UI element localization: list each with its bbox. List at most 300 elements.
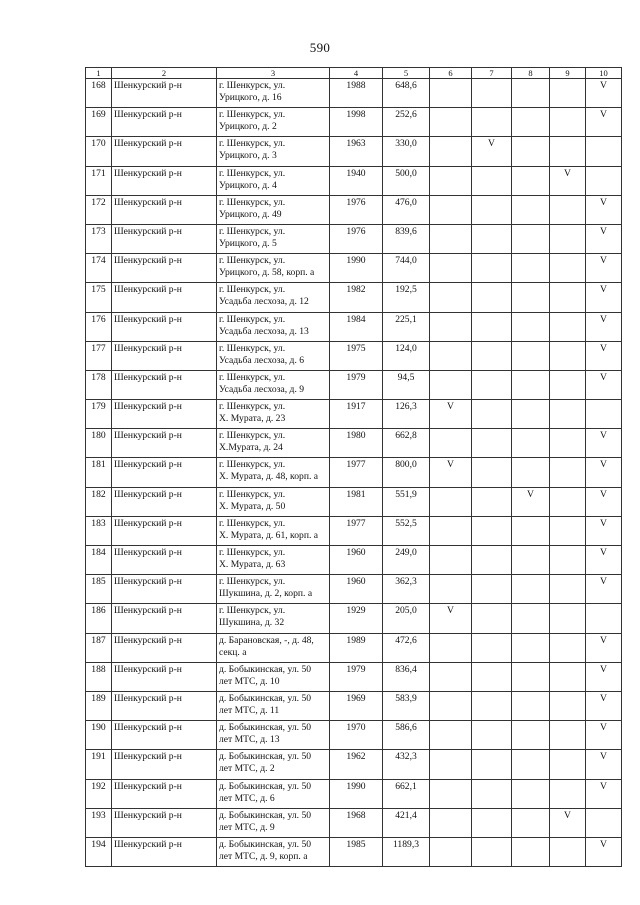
address-line: Усадьба лесхоза, д. 13: [219, 325, 309, 337]
mark-cell-col-10: V: [586, 108, 622, 137]
mark-cell-col-10: V: [586, 458, 622, 487]
row-number: 172: [86, 195, 112, 224]
mark-cell-col-9: [550, 429, 586, 458]
row-number: 187: [86, 633, 112, 662]
address-line: Х.Мурата, д. 24: [219, 442, 283, 454]
year-cell: 1985: [330, 837, 383, 866]
address-line: г. Шенкурск, ул.: [219, 196, 286, 208]
row-number: 170: [86, 137, 112, 166]
mark-cell-col-10: V: [586, 750, 622, 779]
mark-cell-col-10: V: [586, 79, 622, 108]
address-line: г. Шенкурск, ул.: [219, 517, 286, 529]
mark-cell-col-8: [512, 370, 550, 399]
region-cell: Шенкурский р-н: [112, 808, 217, 837]
mark-cell-col-10: [586, 808, 622, 837]
year-cell: 1976: [330, 195, 383, 224]
address-line: лет МТС, д. 2: [219, 763, 275, 775]
address-line: д. Бобыкинская, ул. 50: [219, 809, 312, 821]
mark-cell-col-8: [512, 458, 550, 487]
address-cell: [217, 195, 330, 224]
mark-cell-col-7: [472, 283, 512, 312]
address-line: г. Шенкурск, ул.: [219, 138, 286, 150]
mark-cell-col-9: [550, 370, 586, 399]
address-cell: [217, 808, 330, 837]
area-cell: 124,0: [383, 341, 430, 370]
area-cell: 362,3: [383, 575, 430, 604]
mark-cell-col-10: V: [586, 516, 622, 545]
mark-cell-col-8: [512, 837, 550, 866]
mark-cell-col-7: [472, 254, 512, 283]
table-row: [86, 400, 622, 429]
mark-cell-col-9: [550, 779, 586, 808]
area-cell: 249,0: [383, 546, 430, 575]
mark-cell-col-10: V: [586, 633, 622, 662]
address-line: лет МТС, д. 6: [219, 792, 275, 804]
mark-cell-col-8: [512, 312, 550, 341]
column-header: 2: [112, 68, 217, 79]
area-cell: 500,0: [383, 166, 430, 195]
mark-cell-col-7: [472, 108, 512, 137]
mark-cell-col-7: [472, 312, 512, 341]
area-cell: 432,3: [383, 750, 430, 779]
address-line: Урицкого, д. 16: [219, 92, 282, 103]
column-header: 1: [86, 68, 112, 79]
mark-cell-col-6: [430, 224, 472, 253]
address-line: лет МТС, д. 10: [219, 675, 280, 687]
address-cell: [217, 721, 330, 750]
mark-cell-col-9: [550, 691, 586, 720]
address-cell: [217, 400, 330, 429]
table-row: [86, 458, 622, 487]
mark-cell-col-9: [550, 837, 586, 866]
address-line: Урицкого, д. 49: [219, 208, 282, 220]
area-cell: 126,3: [383, 400, 430, 429]
table-row: [86, 808, 622, 837]
area-cell: 252,6: [383, 108, 430, 137]
area-cell: 662,1: [383, 779, 430, 808]
address-line: г. Шенкурск, ул.: [219, 371, 286, 383]
address-line: лет МТС, д. 13: [219, 734, 280, 746]
mark-cell-col-6: [430, 546, 472, 575]
address-line: г. Шенкурск, ул.: [219, 459, 286, 471]
mark-cell-col-7: [472, 458, 512, 487]
mark-cell-col-7: [472, 487, 512, 516]
address-line: г. Шенкурск, ул.: [219, 313, 286, 325]
address-cell: [217, 341, 330, 370]
address-line: д. Бобыкинская, ул. 50: [219, 692, 312, 704]
region-cell: Шенкурский р-н: [112, 429, 217, 458]
column-header: 8: [512, 68, 550, 79]
year-cell: 1929: [330, 604, 383, 633]
region-cell: Шенкурский р-н: [112, 633, 217, 662]
row-number: 193: [86, 808, 112, 837]
row-number: 177: [86, 341, 112, 370]
region-cell: Шенкурский р-н: [112, 137, 217, 166]
table-body: [86, 79, 622, 867]
row-number: 192: [86, 779, 112, 808]
mark-cell-col-8: [512, 721, 550, 750]
mark-cell-col-9: V: [550, 808, 586, 837]
area-cell: 662,8: [383, 429, 430, 458]
mark-cell-col-6: V: [430, 458, 472, 487]
address-line: г. Шенкурск, ул.: [219, 576, 286, 588]
mark-cell-col-8: [512, 516, 550, 545]
region-cell: Шенкурский р-н: [112, 779, 217, 808]
address-line: г. Шенкурск, ул.: [219, 342, 286, 354]
address-cell: [217, 546, 330, 575]
mark-cell-col-7: [472, 779, 512, 808]
address-cell: [217, 312, 330, 341]
region-cell: Шенкурский р-н: [112, 516, 217, 545]
mark-cell-col-7: [472, 224, 512, 253]
region-cell: Шенкурский р-н: [112, 341, 217, 370]
mark-cell-col-7: [472, 808, 512, 837]
area-cell: 1189,3: [383, 837, 430, 866]
row-number: 188: [86, 662, 112, 691]
mark-cell-col-9: [550, 108, 586, 137]
area-cell: 836,4: [383, 662, 430, 691]
mark-cell-col-7: [472, 837, 512, 866]
mark-cell-col-9: [550, 458, 586, 487]
region-cell: Шенкурский р-н: [112, 370, 217, 399]
row-number: 176: [86, 312, 112, 341]
area-cell: 225,1: [383, 312, 430, 341]
address-line: д. Бобыкинская, ул. 50: [219, 838, 312, 850]
area-cell: 551,9: [383, 487, 430, 516]
area-cell: 586,6: [383, 721, 430, 750]
mark-cell-col-8: [512, 341, 550, 370]
address-line: Усадьба лесхоза, д. 6: [219, 354, 305, 366]
address-line: Усадьба лесхоза, д. 12: [219, 296, 309, 308]
mark-cell-col-10: [586, 400, 622, 429]
mark-cell-col-9: [550, 254, 586, 283]
mark-cell-col-9: [550, 224, 586, 253]
year-cell: 1981: [330, 487, 383, 516]
year-cell: 1980: [330, 429, 383, 458]
region-cell: Шенкурский р-н: [112, 575, 217, 604]
mark-cell-col-7: V: [472, 137, 512, 166]
area-cell: 472,6: [383, 633, 430, 662]
year-cell: 1989: [330, 633, 383, 662]
address-line: Х. Мурата, д. 63: [219, 559, 286, 570]
address-line: секц. а: [219, 646, 247, 658]
region-cell: Шенкурский р-н: [112, 283, 217, 312]
table-row: [86, 779, 622, 808]
address-cell: [217, 575, 330, 604]
mark-cell-col-7: [472, 195, 512, 224]
address-line: д. Бобыкинская, ул. 50: [219, 780, 312, 792]
table-row: [86, 195, 622, 224]
address-cell: [217, 224, 330, 253]
address-cell: [217, 166, 330, 195]
region-cell: Шенкурский р-н: [112, 224, 217, 253]
year-cell: 1998: [330, 108, 383, 137]
address-line: Шукшина, д. 32: [219, 617, 285, 629]
table-row: [86, 108, 622, 137]
address-line: Урицкого, д. 58, корп. а: [219, 267, 315, 279]
page-number: 590: [309, 40, 331, 55]
mark-cell-col-7: [472, 662, 512, 691]
mark-cell-col-6: [430, 166, 472, 195]
row-number: 182: [86, 487, 112, 516]
region-cell: Шенкурский р-н: [112, 546, 217, 575]
mark-cell-col-6: [430, 779, 472, 808]
mark-cell-col-10: V: [586, 312, 622, 341]
mark-cell-col-8: [512, 429, 550, 458]
address-cell: [217, 137, 330, 166]
mark-cell-col-6: [430, 516, 472, 545]
mark-cell-col-7: [472, 166, 512, 195]
year-cell: 1979: [330, 662, 383, 691]
row-number: 190: [86, 721, 112, 750]
mark-cell-col-10: V: [586, 195, 622, 224]
table-row: [86, 166, 622, 195]
column-header: 10: [586, 68, 622, 79]
address-cell: [217, 779, 330, 808]
mark-cell-col-9: [550, 341, 586, 370]
mark-cell-col-6: [430, 370, 472, 399]
table-row: [86, 575, 622, 604]
table-row: [86, 429, 622, 458]
region-cell: Шенкурский р-н: [112, 254, 217, 283]
mark-cell-col-8: [512, 633, 550, 662]
table-row: [86, 224, 622, 253]
address-cell: [217, 604, 330, 633]
mark-cell-col-6: [430, 837, 472, 866]
mark-cell-col-7: [472, 691, 512, 720]
mark-cell-col-7: [472, 341, 512, 370]
address-line: г. Шенкурск, ул.: [219, 167, 286, 179]
mark-cell-col-9: [550, 137, 586, 166]
mark-cell-col-7: [472, 604, 512, 633]
region-cell: Шенкурский р-н: [112, 458, 217, 487]
row-number: 183: [86, 516, 112, 545]
column-header: 3: [217, 68, 330, 79]
mark-cell-col-8: [512, 400, 550, 429]
mark-cell-col-9: [550, 312, 586, 341]
mark-cell-col-8: [512, 137, 550, 166]
mark-cell-col-8: [512, 254, 550, 283]
address-line: г. Шенкурск, ул.: [219, 284, 286, 296]
region-cell: Шенкурский р-н: [112, 195, 217, 224]
mark-cell-col-6: [430, 79, 472, 108]
mark-cell-col-6: [430, 341, 472, 370]
row-number: 168: [86, 79, 112, 108]
column-header: 4: [330, 68, 383, 79]
mark-cell-col-6: [430, 283, 472, 312]
area-cell: 205,0: [383, 604, 430, 633]
mark-cell-col-10: V: [586, 224, 622, 253]
mark-cell-col-10: V: [586, 254, 622, 283]
column-header: 7: [472, 68, 512, 79]
region-cell: Шенкурский р-н: [112, 691, 217, 720]
area-cell: 192,5: [383, 283, 430, 312]
mark-cell-col-10: V: [586, 837, 622, 866]
area-cell: 800,0: [383, 458, 430, 487]
year-cell: 1968: [330, 808, 383, 837]
address-line: Х. Мурата, д. 61, корп. а: [219, 529, 319, 541]
mark-cell-col-8: [512, 808, 550, 837]
region-cell: Шенкурский р-н: [112, 750, 217, 779]
address-cell: [217, 254, 330, 283]
mark-cell-col-8: [512, 224, 550, 253]
address-cell: [217, 370, 330, 399]
address-line: г. Шенкурск, ул.: [219, 225, 286, 237]
mark-cell-col-6: [430, 691, 472, 720]
address-cell: [217, 691, 330, 720]
address-line: Шукшина, д. 2, корп. а: [219, 588, 313, 600]
year-cell: 1969: [330, 691, 383, 720]
column-header: 6: [430, 68, 472, 79]
mark-cell-col-7: [472, 400, 512, 429]
address-cell: [217, 458, 330, 487]
table-row: [86, 254, 622, 283]
address-cell: [217, 283, 330, 312]
mark-cell-col-6: [430, 750, 472, 779]
row-number: 178: [86, 370, 112, 399]
address-cell: [217, 79, 330, 108]
mark-cell-col-6: [430, 195, 472, 224]
region-cell: Шенкурский р-н: [112, 79, 217, 108]
mark-cell-col-8: [512, 691, 550, 720]
mark-cell-col-7: [472, 79, 512, 108]
table-row: [86, 341, 622, 370]
address-line: лет МТС, д. 11: [219, 704, 280, 716]
address-cell: [217, 429, 330, 458]
mark-cell-col-8: [512, 779, 550, 808]
address-cell: [217, 108, 330, 137]
row-number: 180: [86, 429, 112, 458]
mark-cell-col-9: [550, 721, 586, 750]
year-cell: 1917: [330, 400, 383, 429]
row-number: 186: [86, 604, 112, 633]
mark-cell-col-10: V: [586, 779, 622, 808]
mark-cell-col-6: [430, 254, 472, 283]
mark-cell-col-9: [550, 575, 586, 604]
region-cell: Шенкурский р-н: [112, 312, 217, 341]
address-line: Урицкого, д. 4: [219, 179, 277, 191]
year-cell: 1979: [330, 370, 383, 399]
year-cell: 1976: [330, 224, 383, 253]
year-cell: 1988: [330, 79, 383, 108]
year-cell: 1940: [330, 166, 383, 195]
address-line: Урицкого, д. 3: [219, 150, 277, 162]
mark-cell-col-9: [550, 283, 586, 312]
mark-cell-col-9: V: [550, 166, 586, 195]
mark-cell-col-6: V: [430, 400, 472, 429]
row-number: 184: [86, 546, 112, 575]
mark-cell-col-8: [512, 575, 550, 604]
table-row: [86, 691, 622, 720]
address-line: г. Шенкурск, ул.: [219, 488, 286, 500]
region-cell: Шенкурский р-н: [112, 662, 217, 691]
table-row: [86, 633, 622, 662]
row-number: 191: [86, 750, 112, 779]
mark-cell-col-8: [512, 283, 550, 312]
year-cell: 1962: [330, 750, 383, 779]
mark-cell-col-8: [512, 195, 550, 224]
mark-cell-col-9: [550, 750, 586, 779]
mark-cell-col-10: V: [586, 283, 622, 312]
mark-cell-col-6: V: [430, 604, 472, 633]
area-cell: 421,4: [383, 808, 430, 837]
area-cell: 552,5: [383, 516, 430, 545]
mark-cell-col-7: [472, 721, 512, 750]
mark-cell-col-9: [550, 516, 586, 545]
address-line: г. Шенкурск, ул.: [219, 401, 286, 413]
row-number: 175: [86, 283, 112, 312]
address-line: г. Шенкурск, ул.: [219, 109, 286, 121]
region-cell: Шенкурский р-н: [112, 487, 217, 516]
mark-cell-col-6: [430, 721, 472, 750]
address-line: Урицкого, д. 5: [219, 237, 277, 249]
address-line: д. Бобыкинская, ул. 50: [219, 751, 312, 763]
address-cell: [217, 837, 330, 866]
mark-cell-col-6: [430, 137, 472, 166]
mark-cell-col-8: [512, 108, 550, 137]
row-number: 169: [86, 108, 112, 137]
mark-cell-col-8: [512, 79, 550, 108]
table-row: [86, 312, 622, 341]
mark-cell-col-10: V: [586, 429, 622, 458]
year-cell: 1977: [330, 516, 383, 545]
mark-cell-col-8: [512, 546, 550, 575]
mark-cell-col-7: [472, 546, 512, 575]
address-cell: [217, 516, 330, 545]
mark-cell-col-9: [550, 195, 586, 224]
row-number: 174: [86, 254, 112, 283]
row-number: 181: [86, 458, 112, 487]
area-cell: 476,0: [383, 195, 430, 224]
area-cell: 94,5: [383, 370, 430, 399]
table-row: [86, 283, 622, 312]
mark-cell-col-8: [512, 662, 550, 691]
mark-cell-col-6: [430, 487, 472, 516]
table-row: [86, 721, 622, 750]
mark-cell-col-6: [430, 429, 472, 458]
mark-cell-col-10: V: [586, 662, 622, 691]
address-line: лет МТС, д. 9: [219, 821, 275, 833]
mark-cell-col-10: V: [586, 546, 622, 575]
region-cell: Шенкурский р-н: [112, 837, 217, 866]
region-cell: Шенкурский р-н: [112, 400, 217, 429]
address-line: лет МТС, д. 9, корп. а: [219, 850, 308, 862]
address-cell: [217, 487, 330, 516]
row-number: 185: [86, 575, 112, 604]
area-cell: 583,9: [383, 691, 430, 720]
mark-cell-col-9: [550, 546, 586, 575]
year-cell: 1990: [330, 779, 383, 808]
address-line: г. Шенкурск, ул.: [219, 255, 286, 267]
mark-cell-col-10: V: [586, 575, 622, 604]
mark-cell-col-6: [430, 312, 472, 341]
mark-cell-col-7: [472, 750, 512, 779]
column-header: 5: [383, 68, 430, 79]
mark-cell-col-9: [550, 633, 586, 662]
mark-cell-col-7: [472, 429, 512, 458]
address-line: Х. Мурата, д. 23: [219, 413, 286, 425]
mark-cell-col-10: V: [586, 370, 622, 399]
table-row: [86, 516, 622, 545]
column-header: 9: [550, 68, 586, 79]
row-number: 189: [86, 691, 112, 720]
row-number: 171: [86, 166, 112, 195]
address-cell: [217, 662, 330, 691]
address-cell: [217, 633, 330, 662]
area-cell: 744,0: [383, 254, 430, 283]
mark-cell-col-8: V: [512, 487, 550, 516]
row-number: 173: [86, 224, 112, 253]
